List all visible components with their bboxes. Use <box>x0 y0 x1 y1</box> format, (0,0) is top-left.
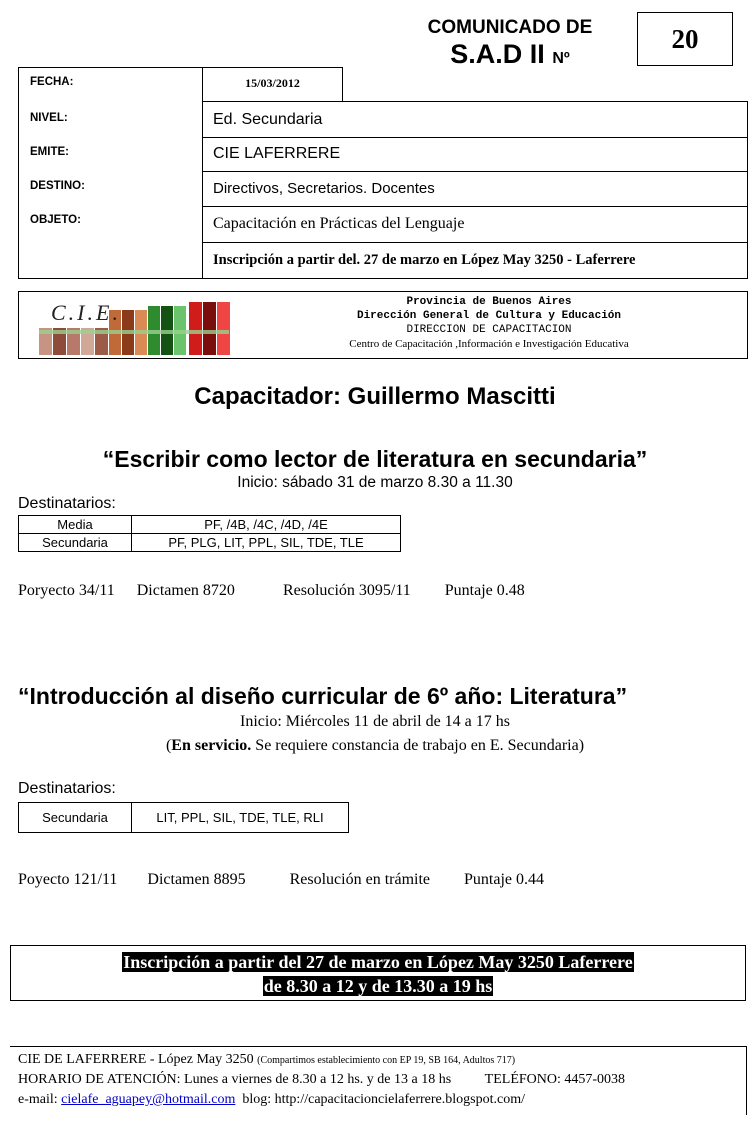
table-cell-values: PF, /4B, /4C, /4D, /4E <box>132 516 401 534</box>
nivel-value: Ed. Secundaria <box>213 111 323 128</box>
nivel-label: NIVEL: <box>30 112 68 124</box>
footer-address-note: (Compartimos establecimiento con EP 19, SB 164, Adultos 717) <box>257 1055 516 1066</box>
course2-proyecto: Poyecto 121/11 <box>18 871 118 888</box>
course1-resolucion: Resolución 3095/11 <box>282 582 411 599</box>
footer-phone: TELÉFONO: 4457-0038 <box>484 1072 626 1087</box>
course2-resolucion: Resolución en trámite <box>289 871 431 888</box>
table-cell-level: Media <box>19 516 132 534</box>
inscription-notice <box>10 945 746 1001</box>
footer <box>10 1046 747 1115</box>
notice-line1-wrap <box>11 952 745 973</box>
table-row <box>19 534 401 552</box>
title-sad: S.A.D II <box>450 39 545 69</box>
banner-line4: Centro de Capacitación ,Información e Investigación Educativa <box>349 338 629 350</box>
note-bold: En servicio. <box>171 737 252 754</box>
course2-meta <box>18 871 544 889</box>
course2-title: “Introducción al diseño curricular de 6º año: Literatura” <box>18 683 628 709</box>
footer-line3 <box>18 1092 525 1108</box>
note-rest: Se requiere constancia de trabajo en E. Secundaria) <box>251 737 585 754</box>
title-suffix: Nº <box>552 50 570 67</box>
title-line1: COMUNICADO DE <box>427 17 593 38</box>
institution-banner <box>18 291 748 359</box>
capacitador-heading: Capacitador: Guillermo Mascitti <box>194 383 556 410</box>
course1-start: Inicio: sábado 31 de marzo 8.30 a 11.30 <box>237 474 513 491</box>
course1-proyecto: Poryecto 34/11 <box>18 582 115 599</box>
cie-logo-text: C.I.E. <box>51 300 121 325</box>
table-cell-level: Secundaria <box>19 534 132 552</box>
fecha-value: 15/03/2012 <box>245 76 300 90</box>
footer-line2 <box>18 1072 625 1088</box>
emite-value: CIE LAFERRERE <box>213 145 341 162</box>
banner-line3: DIRECCION DE CAPACITACION <box>406 324 572 336</box>
footer-line1 <box>18 1052 515 1068</box>
document-title <box>380 18 640 68</box>
course2-start: Inicio: Miércoles 11 de abril de 14 a 17 hs <box>240 713 510 730</box>
destino-value: Directivos, Secretarios. Docentes <box>213 180 435 197</box>
inscripcion-value: Inscripción a partir del. 27 de marzo en López May 3250 - Laferrere <box>213 252 636 268</box>
course2-dictamen: Dictamen 8895 <box>147 871 246 888</box>
table-cell-values: PF, PLG, LIT, PPL, SIL, TDE, TLE <box>132 534 401 552</box>
table-cell-values: LIT, PPL, SIL, TDE, TLE, RLI <box>132 803 349 833</box>
course2-note <box>0 737 750 755</box>
course1-puntaje: Puntaje 0.48 <box>444 582 525 599</box>
communique-number: 20 <box>637 12 733 66</box>
course1-dest-table <box>18 515 401 552</box>
objeto-label: OBJETO: <box>30 214 81 226</box>
table-row <box>19 803 349 833</box>
course1-meta <box>18 582 525 600</box>
course1-dest-label: Destinatarios: <box>18 495 116 512</box>
course1-title: “Escribir como lector de literatura en secundaria” <box>102 446 648 472</box>
course1-dictamen: Dictamen 8720 <box>136 582 235 599</box>
note-open: ( <box>165 737 172 754</box>
course2-dest-label: Destinatarios: <box>18 780 116 797</box>
destino-label: DESTINO: <box>30 180 85 192</box>
footer-address: CIE DE LAFERRERE - López May 3250 <box>18 1052 258 1067</box>
notice-line2-wrap <box>11 976 745 997</box>
email-link[interactable]: cielafe_aguapey@hotmail.com <box>61 1092 236 1107</box>
cie-logo <box>33 298 243 356</box>
table-cell-level: Secundaria <box>19 803 132 833</box>
table-row <box>19 516 401 534</box>
title-line2 <box>380 41 640 68</box>
fecha-label: FECHA: <box>30 76 74 88</box>
course2-dest-table <box>18 802 349 833</box>
emite-label: EMITE: <box>30 146 69 158</box>
notice-line1: Inscripción a partir del 27 de marzo en López May 3250 Laferrere <box>123 952 633 972</box>
footer-blog: blog: http://capacitacioncielaferrere.blogspot.com/ <box>235 1092 525 1107</box>
notice-line2: de 8.30 a 12 y de 13.30 a 19 hs <box>263 976 493 996</box>
footer-email-label: e-mail: <box>18 1092 62 1107</box>
footer-hours: HORARIO DE ATENCIÓN: Lunes a viernes de 8.30 a 12 hs. y de 13 a 18 hs <box>18 1072 452 1087</box>
course2-puntaje: Puntaje 0.44 <box>464 871 545 888</box>
objeto-value: Capacitación en Prácticas del Lenguaje <box>213 215 465 232</box>
banner-line2: Dirección General de Cultura y Educación <box>356 310 622 322</box>
banner-line1: Provincia de Buenos Aires <box>406 296 572 308</box>
